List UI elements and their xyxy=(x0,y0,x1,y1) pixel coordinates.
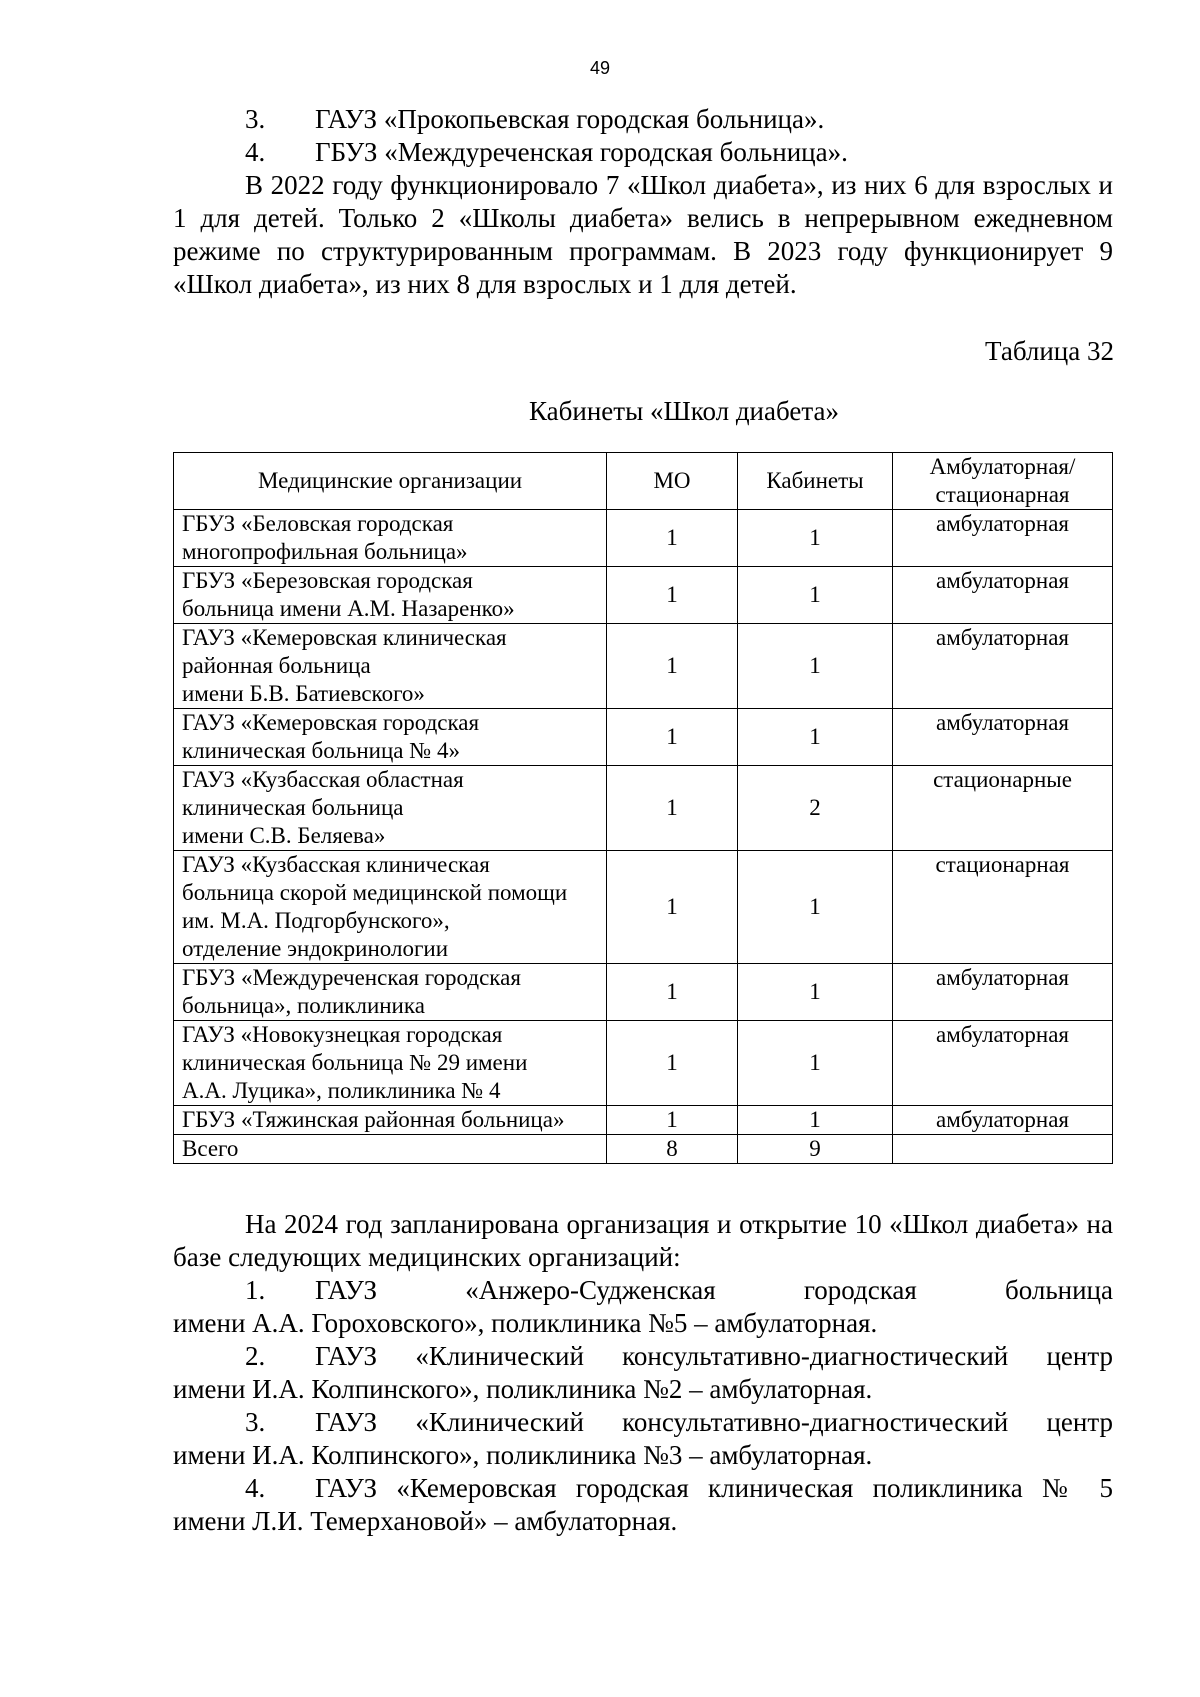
cell-type: стационарные xyxy=(893,766,1113,851)
plan-item-text: ГАУЗ «Анжеро-Судженская городская больница xyxy=(315,1275,1113,1305)
plan-list xyxy=(173,1274,1113,1538)
list-number: 2. xyxy=(245,1341,266,1371)
list-number: 4. xyxy=(245,137,266,167)
intro-section xyxy=(173,103,1113,301)
cell-mo: 1 xyxy=(607,1106,738,1135)
cell-mo: 1 xyxy=(607,964,738,1021)
cell-org: ГАУЗ «Кузбасская областная клиническая больница имени С.В. Беляева» xyxy=(174,766,607,851)
cell-type xyxy=(893,1135,1113,1164)
table-caption: Таблица 32 xyxy=(985,336,1114,366)
table-row xyxy=(174,766,1113,851)
cell-org: ГАУЗ «Кузбасская клиническая больница скорой медицинской помощи им. М.А. Подгорбунского», отделение эндокринологии xyxy=(174,851,607,964)
cell-mo: 1 xyxy=(607,1021,738,1106)
page-number: 49 xyxy=(589,58,611,78)
plan-item-second-line: имени Л.И. Темерхановой» – амбулаторная. xyxy=(173,1506,678,1536)
cell-org: Всего xyxy=(174,1135,607,1164)
cell-org: ГАУЗ «Кемеровская клиническая районная больница имени Б.В. Батиевского» xyxy=(174,624,607,709)
plan-section xyxy=(173,1208,1113,1538)
plan-list-item xyxy=(173,1472,1113,1538)
plan-item-text: ГАУЗ «Кемеровская городская клиническая поликлиника № 5 xyxy=(315,1473,1113,1503)
cell-org: ГБУЗ «Тяжинская районная больница» xyxy=(174,1106,607,1135)
plan-item-text: ГАУЗ «Клинический консультативно-диагностический центр xyxy=(315,1341,1113,1371)
plan-paragraph: На 2024 год запланирована организация и открытие 10 «Школ диабета» на базе следующих медицинских организаций: xyxy=(173,1209,1113,1272)
list-text: ГБУЗ «Междуреченская городская больница». xyxy=(315,137,848,167)
plan-list-item xyxy=(173,1406,1113,1472)
cell-type: стационарная xyxy=(893,851,1113,964)
cell-org: ГБУЗ «Беловская городская многопрофильная больница» xyxy=(174,510,607,567)
table-title: Кабинеты «Школ диабета» xyxy=(529,396,839,426)
table-row xyxy=(174,1106,1113,1135)
cell-cabinets: 1 xyxy=(738,567,893,624)
cell-mo: 8 xyxy=(607,1135,738,1164)
cell-type: амбулаторная xyxy=(893,567,1113,624)
plan-item-first-line xyxy=(173,1406,1113,1439)
intro-list-item xyxy=(173,136,1113,169)
table-row xyxy=(174,709,1113,766)
cell-cabinets: 1 xyxy=(738,1021,893,1106)
list-number: 3. xyxy=(245,104,266,134)
table-row xyxy=(174,624,1113,709)
table-body xyxy=(174,510,1113,1164)
plan-item-second-line: имени И.А. Колпинского», поликлиника №3 – амбулаторная. xyxy=(173,1440,873,1470)
plan-item-text: ГАУЗ «Клинический консультативно-диагностический центр xyxy=(315,1407,1113,1437)
table-row xyxy=(174,510,1113,567)
cell-cabinets: 9 xyxy=(738,1135,893,1164)
cell-cabinets: 1 xyxy=(738,964,893,1021)
cell-mo: 1 xyxy=(607,510,738,567)
cell-cabinets: 1 xyxy=(738,709,893,766)
cell-mo: 1 xyxy=(607,624,738,709)
list-number: 3. xyxy=(245,1407,266,1437)
cell-cabinets: 1 xyxy=(738,1106,893,1135)
cell-mo: 1 xyxy=(607,567,738,624)
plan-item-first-line xyxy=(173,1274,1113,1307)
plan-item-second-line: имени А.А. Гороховского», поликлиника №5 – амбулаторная. xyxy=(173,1308,878,1338)
cell-org: ГАУЗ «Новокузнецкая городская клиническая больница № 29 имени А.А. Луцика», поликлиника № 4 xyxy=(174,1021,607,1106)
cell-org: ГАУЗ «Кемеровская городская клиническая больница № 4» xyxy=(174,709,607,766)
diabetes-schools-table xyxy=(173,452,1113,1164)
cell-cabinets: 1 xyxy=(738,851,893,964)
header-org: Медицинские организации xyxy=(174,453,607,510)
intro-list-item xyxy=(173,103,1113,136)
cell-type: амбулаторная xyxy=(893,510,1113,567)
list-number: 4. xyxy=(245,1473,266,1503)
header-mo: МО xyxy=(607,453,738,510)
header-cabinets: Кабинеты xyxy=(738,453,893,510)
cell-org: ГБУЗ «Междуреченская городская больница», поликлиника xyxy=(174,964,607,1021)
list-number: 1. xyxy=(245,1275,266,1305)
cell-mo: 1 xyxy=(607,709,738,766)
table-header-row xyxy=(174,453,1113,510)
cell-cabinets: 2 xyxy=(738,766,893,851)
table-row xyxy=(174,851,1113,964)
intro-paragraph: В 2022 году функционировало 7 «Школ диабета», из них 6 для взрослых и 1 для детей. Только 2 «Школы диабета» велись в непрерывном ежедневном режиме по структурированным программам. В 2023 году функционирует 9 «Школ диабета», из них 8 для взрослых и 1 для детей. xyxy=(173,170,1113,299)
table-row xyxy=(174,567,1113,624)
cell-type: амбулаторная xyxy=(893,624,1113,709)
cell-cabinets: 1 xyxy=(738,624,893,709)
cell-type: амбулаторная xyxy=(893,1106,1113,1135)
cell-org: ГБУЗ «Березовская городская больница имени А.М. Назаренко» xyxy=(174,567,607,624)
table-row xyxy=(174,964,1113,1021)
cell-cabinets: 1 xyxy=(738,510,893,567)
plan-item-first-line xyxy=(173,1340,1113,1373)
cell-mo: 1 xyxy=(607,766,738,851)
cell-type: амбулаторная xyxy=(893,964,1113,1021)
plan-item-first-line xyxy=(173,1472,1113,1505)
cell-type: амбулаторная xyxy=(893,709,1113,766)
cell-mo: 1 xyxy=(607,851,738,964)
list-text: ГАУЗ «Прокопьевская городская больница». xyxy=(315,104,825,134)
table-row xyxy=(174,1021,1113,1106)
cell-type: амбулаторная xyxy=(893,1021,1113,1106)
table-row xyxy=(174,1135,1113,1164)
plan-list-item xyxy=(173,1340,1113,1406)
header-type: Амбулаторная/ стационарная xyxy=(893,453,1113,510)
plan-item-second-line: имени И.А. Колпинского», поликлиника №2 – амбулаторная. xyxy=(173,1374,873,1404)
plan-list-item xyxy=(173,1274,1113,1340)
